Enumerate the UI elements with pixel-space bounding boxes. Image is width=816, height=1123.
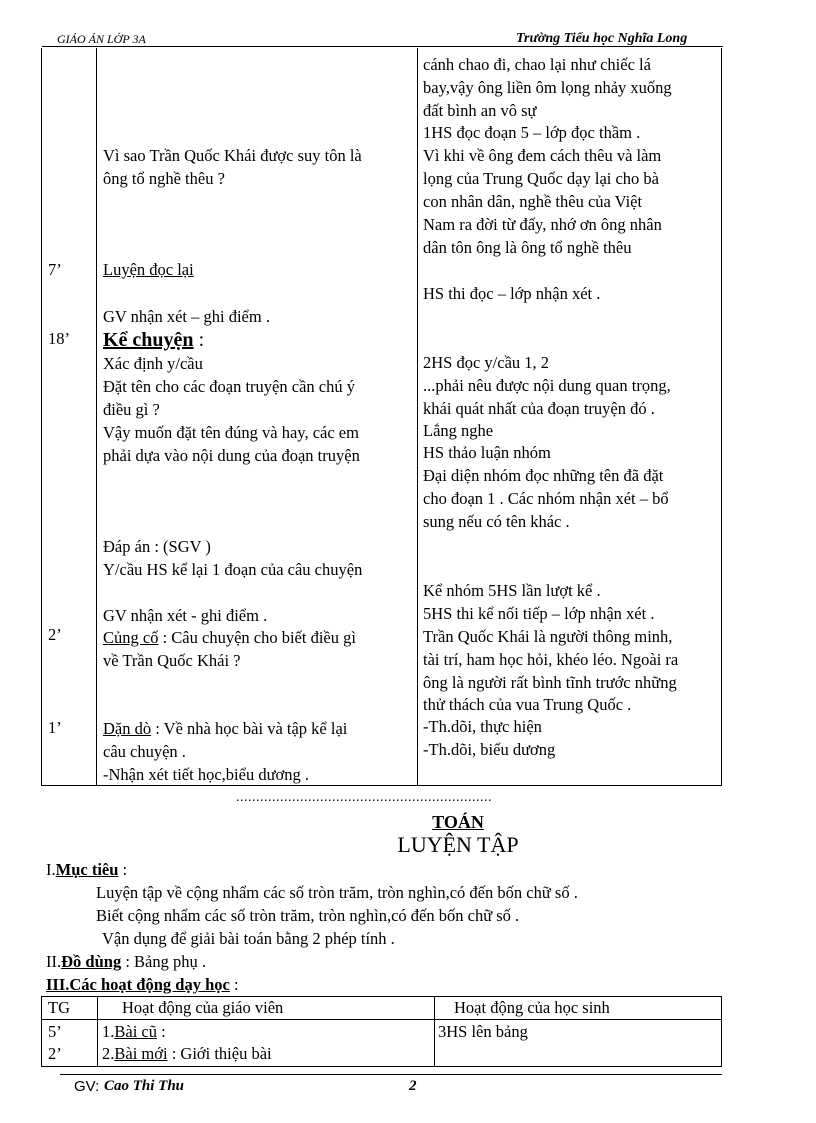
student-line: lọng của Trung Quốc dạy lại cho bà — [423, 169, 660, 188]
heading-bai-moi: Bài mới — [114, 1044, 168, 1063]
heading-ke-chuyen-label: Kể chuyện — [103, 329, 194, 351]
time-cell: 7’ — [48, 260, 62, 279]
student-line: 1HS đọc đoạn 5 – lớp đọc thầm . — [423, 123, 641, 142]
footer-gv-name: Cao Thi Thu — [104, 1078, 185, 1094]
heading-ke-chuyen — [103, 327, 204, 353]
student-line: -Th.dõi, biểu dương — [423, 740, 556, 759]
table2-col-divider-2 — [434, 997, 435, 1066]
table2-col-divider-1 — [97, 997, 98, 1066]
time-cell: 1’ — [48, 718, 62, 737]
table2-time: 2’ — [48, 1044, 62, 1063]
cung-co-text: : Câu chuyện cho biết điều gì — [158, 628, 356, 647]
teacher-line: câu chuyện . — [103, 742, 186, 761]
teacher-line: về Trần Quốc Khái ? — [103, 651, 241, 670]
teacher-line: Vậy muốn đặt tên đúng và hay, các em — [103, 423, 359, 442]
student-line: Kể nhóm 5HS lần lượt kể . — [423, 581, 601, 600]
student-line: bay,vậy ông liền ôm lọng nhảy xuống — [423, 78, 672, 97]
teacher-line — [103, 627, 356, 649]
student-line: -Th.dõi, thực hiện — [423, 717, 542, 736]
student-line: Đại diện nhóm đọc những tên đã đặt — [423, 466, 664, 485]
table2-teacher — [102, 1043, 272, 1065]
student-line: Lắng nghe — [423, 421, 494, 440]
objective-item: Biết cộng nhẩm các số tròn trăm, tròn nghìn,có đến bốn chữ số . — [96, 906, 520, 925]
time-cell: 18’ — [48, 329, 70, 348]
teacher-line: Xác định y/cầu — [103, 354, 203, 373]
student-line: khái quát nhất của đoạn truyện đó . — [423, 399, 655, 418]
materials-text: : Bảng phụ . — [121, 952, 206, 971]
table2-teacher — [102, 1021, 166, 1043]
dan-do-text: : Về nhà học bài và tập kể lại — [151, 719, 348, 738]
teacher-line: -Nhận xét tiết học,biểu dương . — [103, 765, 309, 784]
heading-luyen-doc-lai: Luyện đọc lại — [103, 260, 194, 279]
teacher-line: ông tổ nghề thêu ? — [103, 169, 225, 188]
table1-col-divider-2 — [417, 48, 418, 785]
teacher-line: Đáp án : (SGV ) — [103, 537, 211, 556]
student-line: tài trí, ham học hỏi, khéo léo. Ngoài ra — [423, 650, 679, 669]
student-line: cho đoạn 1 . Các nhóm nhận xét – bổ — [423, 489, 669, 508]
student-line: ông là người rất bình tĩnh trước những — [423, 673, 677, 692]
objective-item: Vận dụng để giải bài toán bằng 2 phép tính . — [102, 929, 395, 948]
header-right: Trường Tiểu học Nghĩa Long — [516, 31, 688, 46]
table2-student: 3HS lên bảng — [438, 1022, 528, 1041]
heading-ke-chuyen-colon: : — [193, 329, 205, 351]
objective-item: Luyện tập về cộng nhẩm các số tròn trăm, tròn nghìn,có đến bốn chữ số . — [96, 883, 578, 902]
subject-title: TOÁN — [432, 812, 484, 832]
activities-heading — [46, 975, 239, 995]
bai-moi-text: : Giới thiệu bài — [167, 1044, 272, 1063]
student-line: HS thảo luận nhóm — [423, 443, 551, 462]
table2-header-tg: TG — [48, 998, 70, 1017]
student-line: dân tôn ông là ông tổ nghề thêu — [423, 238, 632, 257]
time-cell: 2’ — [48, 625, 62, 644]
teacher-line: Vì sao Trần Quốc Khái được suy tôn là — [103, 146, 362, 165]
teacher-line: GV nhận xét - ghi điểm . — [103, 606, 268, 625]
materials-prefix: II. — [46, 952, 62, 971]
lesson-title: LUYỆN TẬP — [397, 832, 519, 857]
objectives-prefix: I. — [46, 860, 56, 879]
bai-cu-text: : — [157, 1022, 166, 1041]
row-num: 1. — [102, 1022, 115, 1041]
table2 — [41, 996, 722, 1067]
objectives-colon: : — [118, 860, 128, 879]
student-line: đất bình an vô sự — [423, 101, 537, 120]
teacher-line: Y/cầu HS kể lại 1 đoạn của câu chuyện — [103, 560, 363, 579]
student-line: con nhân dân, nghề thêu của Việt — [423, 192, 643, 211]
table1-col-divider-1 — [96, 48, 97, 785]
footer-gv-label: GV: — [74, 1078, 100, 1095]
table2-header-teacher: Hoạt động của giáo viên — [122, 998, 284, 1017]
student-line: 2HS đọc y/cầu 1, 2 — [423, 353, 550, 372]
student-line: Nam ra đời từ đấy, nhớ ơn ông nhân — [423, 215, 662, 234]
footer-page-number: 2 — [409, 1078, 417, 1094]
teacher-line: điều gì ? — [103, 400, 160, 419]
header-rule — [42, 46, 723, 47]
heading-cung-co: Củng cố — [103, 628, 159, 647]
student-line: 5HS thi kể nối tiếp – lớp nhận xét . — [423, 604, 655, 623]
materials-label: Đồ dùng — [61, 952, 122, 971]
student-line: ...phải nêu được nội dung quan trọng, — [423, 376, 671, 395]
teacher-line: phải dựa vào nội dung của đoạn truyện — [103, 446, 360, 465]
student-line: HS thi đọc – lớp nhận xét . — [423, 284, 601, 303]
table2-header-rule — [42, 1019, 721, 1020]
student-line: sung nếu có tên khác . — [423, 512, 570, 531]
student-line: cánh chao đi, chao lại như chiếc lá — [423, 55, 651, 74]
teacher-line: Đặt tên cho các đoạn truyện cần chú ý — [103, 377, 355, 396]
heading-dan-do: Dặn dò — [103, 719, 152, 738]
row-num: 2. — [102, 1044, 115, 1063]
heading-bai-cu: Bài cũ — [114, 1022, 157, 1041]
student-line: Vì khi về ông đem cách thêu và làm — [423, 146, 662, 165]
table2-time: 5’ — [48, 1022, 62, 1041]
teacher-line: GV nhận xét – ghi điểm . — [103, 307, 270, 326]
activities-label: III.Các hoạt động dạy học — [46, 975, 230, 994]
student-line: thử thách của vua Trung Quốc . — [423, 695, 632, 714]
materials-line — [46, 952, 206, 972]
objectives-label: Mục tiêu — [55, 860, 119, 879]
table2-header-student: Hoạt động của học sinh — [454, 998, 610, 1017]
dotted-separator: ................................................................ — [236, 790, 492, 805]
student-line: Trần Quốc Khái là người thông minh, — [423, 627, 673, 646]
activities-colon: : — [229, 975, 239, 994]
objectives-heading — [46, 860, 127, 880]
footer-rule — [60, 1074, 722, 1075]
teacher-line — [103, 718, 347, 740]
header-left: GIÁO ÁN LỚP 3A — [57, 32, 146, 46]
